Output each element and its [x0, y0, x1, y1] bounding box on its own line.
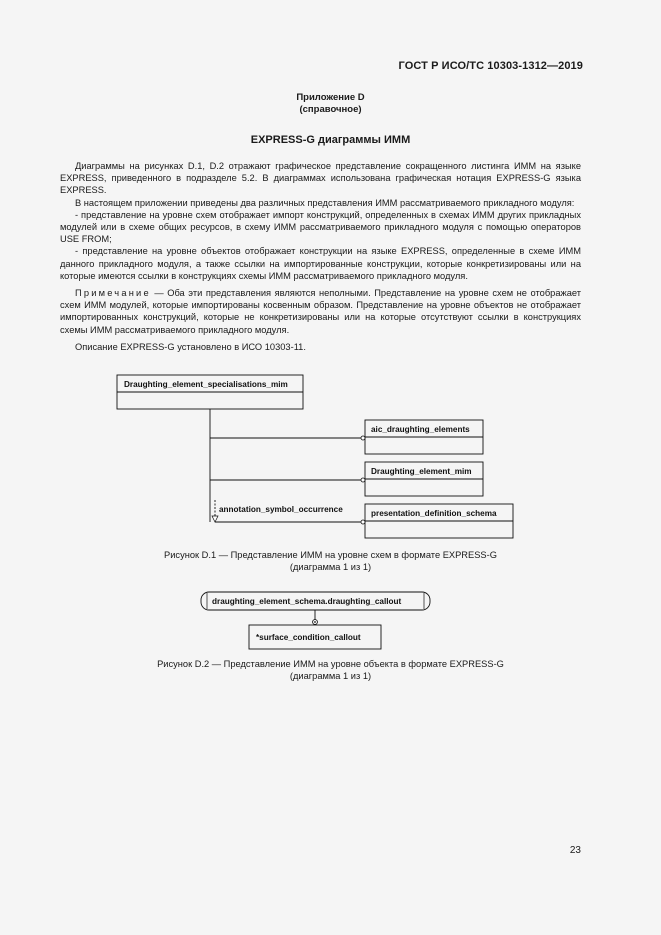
schema-label-aic: aic_draughting_elements	[371, 425, 470, 434]
figure-d1-caption-line1: Рисунок D.1 — Представление ИММ на уровне схем в формате EXPRESS-G	[164, 550, 497, 560]
reference-label: annotation_symbol_occurrence	[219, 505, 343, 514]
paragraph-5: Описание EXPRESS-G установлено в ИСО 10303-11.	[75, 341, 306, 352]
paragraph-4: - представление на уровне объектов отображает конструкции на языке EXPRESS, определенные в схеме ИММ данного прикладного модуля, а также ссылки на импортированные конструкции, которые конкретизированы или на которые имеются ссылки в конструкциях схемы ИММ рассматриваемого прикладного модуля.	[60, 246, 581, 281]
section-title: EXPRESS-G диаграммы ИММ	[250, 134, 411, 146]
select-type-label: draughting_element_schema.draughting_callout	[212, 597, 402, 606]
standard-header: ГОСТ Р ИСО/ТС 10303-1312—2019	[398, 60, 583, 72]
figure-d2-caption-line1: Рисунок D.2 — Представление ИММ на уровне объекта в формате EXPRESS-G	[157, 659, 504, 669]
annex-type: (справочное)	[299, 104, 362, 115]
note-label: Примечание	[75, 288, 151, 299]
paragraph-2: В настоящем приложении приведены два различных представления ИММ рассматриваемого прикладного модуля:	[75, 197, 575, 208]
annex-title: Приложение D	[296, 92, 365, 103]
schema-label-draughting-mim: Draughting_element_mim	[371, 467, 472, 476]
entity-label: *surface_condition_callout	[256, 633, 361, 642]
figure-d2-caption-line2: (диаграмма 1 из 1)	[289, 671, 372, 681]
schema-label-presentation: presentation_definition_schema	[371, 509, 497, 518]
paragraph-3: - представление на уровне схем отображает импорт конструкций, определенных в схемах ИММ других прикладных модулей или в схеме общих ресурсов, в схему ИММ рассматриваемого прикладного модуля с помощью операторов USE FROM;	[60, 209, 581, 245]
note-text: — Оба эти представления являются неполными. Представление на уровне схем не отображает схем ИММ модулей, которые импортированы косвенным образом. Представление на уровне объектов не отображает импортированных конструкций, которые не конкретизированы или на которые отсутствуют ссылки в конструкциях схемы ИММ рассматриваемого прикладного модуля.	[60, 288, 581, 335]
page-number: 23	[569, 845, 581, 856]
main-schema-label: Draughting_element_specialisations_mim	[124, 380, 288, 389]
figure-d1-caption-line2: (диаграмма 1 из 1)	[289, 562, 372, 572]
paragraph-1: Диаграммы на рисунках D.1, D.2 отражают графическое представление сокращенного листинга ИММ на языке EXPRESS, приведенного в подразделе 5.2. В диаграммах использована графическая нотация EXPRESS-G языка EXPRESS.	[60, 161, 581, 196]
